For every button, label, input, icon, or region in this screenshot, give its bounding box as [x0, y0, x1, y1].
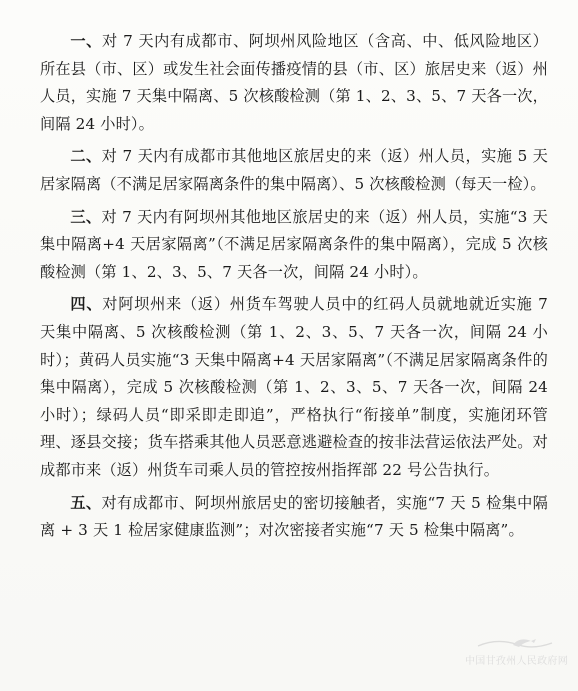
paragraph-2-lead: 二、 — [70, 147, 102, 166]
paragraph-1 — [40, 28, 548, 138]
paragraph-4-lead: 四、 — [70, 295, 103, 314]
paragraph-4-text: 对阿坝州来（返）州货车驾驶人员中的红码人员就地就近实施 7 天集中隔离、5 次核酸检测（第 1、2、3、5、7 天各一次，间隔 24 小时）；黄码人员实施“3 天集中隔离+4 天居家隔离”（不满足居家隔离条件的集中隔离），完成 5 次核酸检测（第 1、2、3、5、7 天各一次，间隔 24 小时）；绿码人员“即采即走即追”，严格执行“衔接单”制度，实施闭环管理、逐县交接；货车搭乘其他人员恶意逃避检查的按非法营运依法严处。对成都市来（返）州货车司乘人员的管控按州指挥部 22 号公告执行。 — [40, 295, 548, 479]
paragraph-2 — [40, 143, 548, 198]
paragraph-3-text: 对 7 天内有阿坝州其他地区旅居史的来（返）州人员，实施“3 天集中隔离+4 天居家隔离”（不满足居家隔离条件的集中隔离），完成 5 次核酸检测（第 1、2、3、5、7 天各一次，间隔 24 小时）。 — [40, 207, 548, 281]
paragraph-5-text: 对有成都市、阿坝州旅居史的密切接触者，实施“7 天 5 检集中隔离 + 3 天 1 检居家健康监测”；对次密接者实施“7 天 5 检集中隔离”。 — [40, 493, 548, 540]
paragraph-1-text: 对 7 天内有成都市、阿坝州风险地区（含高、中、低风险地区）所在县（市、区）或发生社会面传播疫情的县（市、区）旅居史来（返）州人员，实施 7 天集中隔离、5 次核酸检测（第 1、2、3、5、7 天各一次，间隔 24 小时）。 — [40, 32, 548, 133]
watermark-text: 中国甘孜州人民政府网 — [465, 656, 568, 667]
paragraph-5-lead: 五、 — [70, 493, 102, 512]
document-body — [40, 28, 548, 550]
paragraph-4 — [40, 291, 548, 484]
paragraph-3 — [40, 204, 548, 287]
paragraph-2-text: 对 7 天内有成都市其他地区旅居史的来（返）州人员，实施 5 天居家隔离（不满足居家隔离条件的集中隔离）、5 次核酸检测（每天一检）。 — [40, 147, 548, 193]
paragraph-1-lead: 一、 — [70, 32, 102, 50]
paragraph-5 — [40, 490, 548, 545]
site-watermark — [465, 633, 568, 667]
paragraph-3-lead: 三、 — [70, 207, 102, 226]
